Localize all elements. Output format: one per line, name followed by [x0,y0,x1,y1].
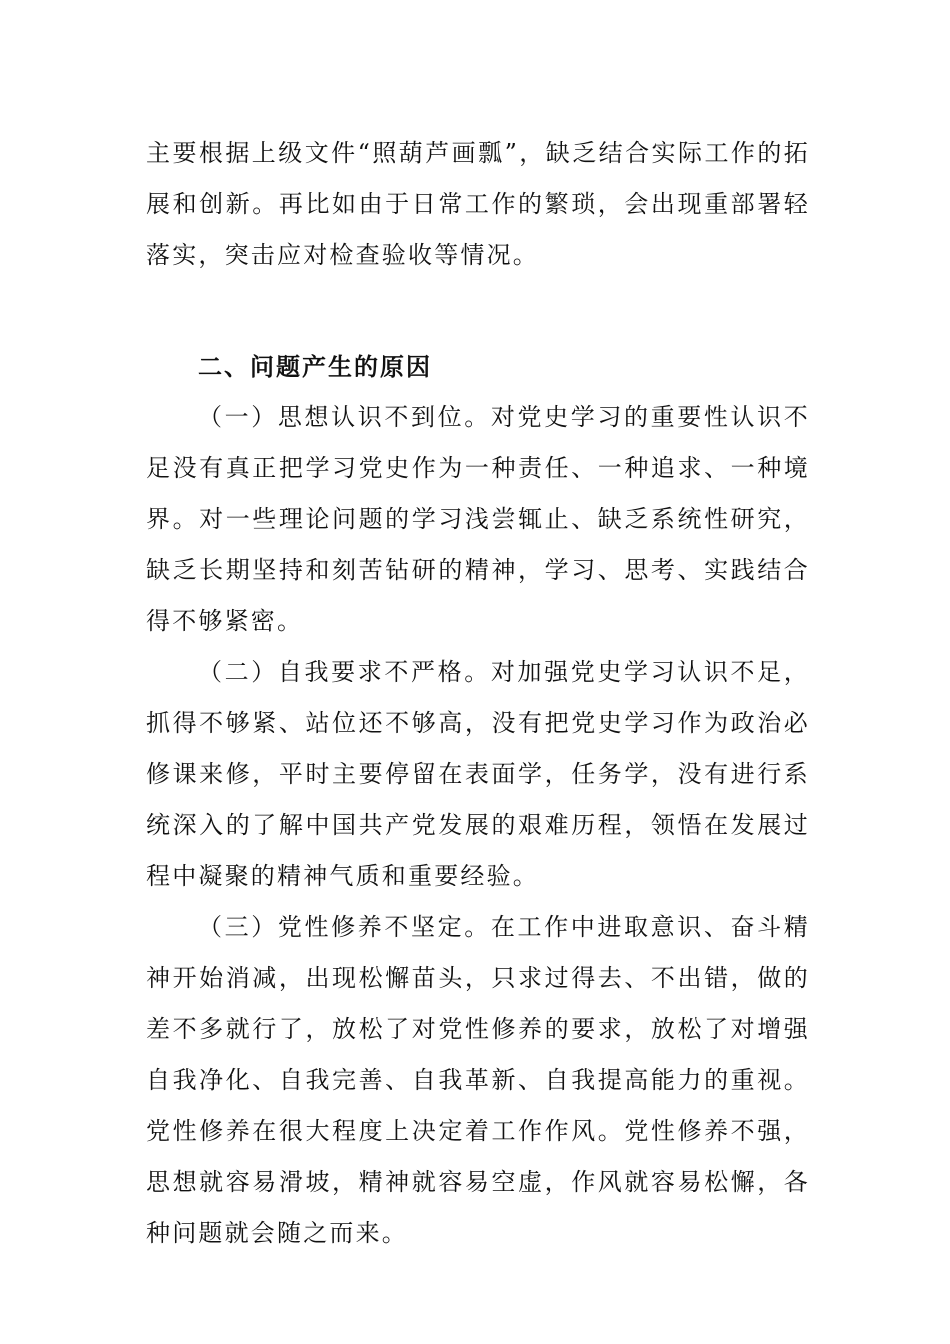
document-body [146,128,810,1259]
intro-paragraph: 主要根据上级文件“照葫芦画瓢”，缺乏结合实际工作的拓展和创新。再比如由于日常工作的繁琐，会出现重部署轻落实，突击应对检查验收等情况。 [146,139,810,269]
paragraph-reason-1: （一）思想认识不到位。对党史学习的重要性认识不足没有真正把学习党史作为一种责任、一种追求、一种境界。对一些理论问题的学习浅尝辄止、缺乏系统性研究，缺乏长期坚持和刻苦钻研的精神，学习、思考、实践结合得不够紧密。 [146,403,810,635]
paragraph-reason-3: （三）党性修养不坚定。在工作中进取意识、奋斗精神开始消减，出现松懈苗头，只求过得去、不出错，做的差不多就行了，放松了对党性修养的要求，放松了对增强自我净化、自我完善、自我革新、自我提高能力的重视。党性修养在很大程度上决定着工作作风。党性修养不强，思想就容易滑坡，精神就容易空虚，作风就容易松懈，各种问题就会随之而来。 [146,913,810,1247]
paragraph-reason-2: （二）自我要求不严格。对加强党史学习认识不足，抓得不够紧、站位还不够高，没有把党史学习作为政治必修课来修，平时主要停留在表面学，任务学，没有进行系统深入的了解中国共产党发展的艰难历程，领悟在发展过程中凝聚的精神气质和重要经验。 [146,658,810,890]
section-heading: 二、问题产生的原因 [198,352,432,381]
